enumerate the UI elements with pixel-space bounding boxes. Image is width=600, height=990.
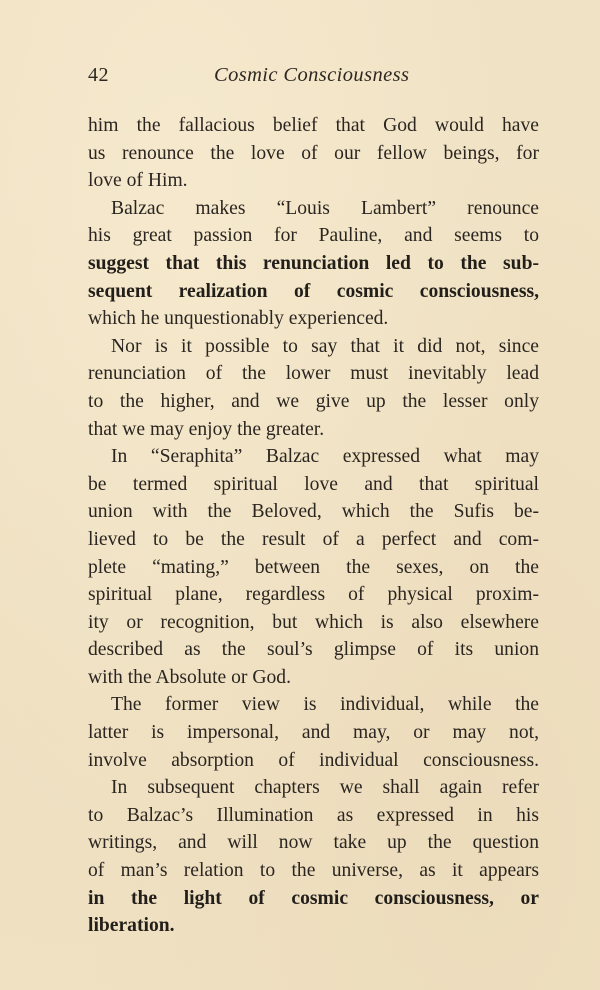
text-line: lieved to be the result of a perfect and com- — [88, 528, 539, 550]
body-text — [88, 112, 539, 940]
text-line: plete “mating,” between the sexes, on the — [88, 556, 539, 578]
paragraph — [88, 443, 539, 691]
paragraph — [88, 112, 539, 195]
text-line: to Balzac’s Illumination as expressed in his — [88, 804, 539, 826]
text-line: with the Absolute or God. — [88, 666, 291, 688]
text-line: liberation. — [88, 915, 175, 937]
text-line: In “Seraphita” Balzac expressed what may — [111, 446, 539, 468]
running-title: Cosmic Consciousness — [214, 64, 410, 86]
text-line: latter is impersonal, and may, or may not, — [88, 722, 539, 744]
text-line: love of Him. — [88, 170, 188, 192]
text-line: ity or recognition, but which is also elsewhere — [88, 611, 539, 633]
text-line: us renounce the love of our fellow beings, for — [88, 142, 539, 164]
text-line: Balzac makes “Louis Lambert” renounce — [111, 197, 539, 219]
text-line: Nor is it possible to say that it did not, since — [111, 335, 539, 357]
paragraph — [88, 691, 539, 774]
paragraph — [88, 774, 539, 940]
text-line: suggest that this renunciation led to the sub- — [88, 252, 539, 274]
text-line: renunciation of the lower must inevitably lead — [88, 363, 539, 385]
text-line: involve absorption of individual consciousness. — [88, 749, 539, 771]
text-line: spiritual plane, regardless of physical proxim- — [88, 584, 539, 606]
text-line: writings, and will now take up the question — [88, 832, 539, 854]
text-line: in the light of cosmic consciousness, or — [88, 887, 539, 909]
page-number: 42 — [88, 64, 109, 86]
text-line: union with the Beloved, which the Sufis be- — [88, 501, 539, 523]
text-line: that we may enjoy the greater. — [88, 418, 325, 440]
text-line: of man’s relation to the universe, as it appears — [88, 860, 539, 882]
text-line: be termed spiritual love and that spiritual — [88, 473, 539, 495]
text-line: The former view is individual, while the — [111, 694, 539, 716]
text-line: to the higher, and we give up the lesser only — [88, 390, 539, 412]
running-head — [88, 64, 539, 94]
paragraph — [88, 195, 539, 333]
text-line: which he unquestionably experienced. — [88, 308, 389, 330]
text-line: him the fallacious belief that God would have — [88, 115, 539, 136]
paragraph — [88, 333, 539, 443]
text-line: described as the soul’s glimpse of its union — [88, 639, 539, 661]
text-line: his great passion for Pauline, and seems to — [88, 225, 539, 247]
text-line: In subsequent chapters we shall again refer — [111, 777, 539, 799]
text-line: sequent realization of cosmic consciousness, — [88, 280, 539, 302]
